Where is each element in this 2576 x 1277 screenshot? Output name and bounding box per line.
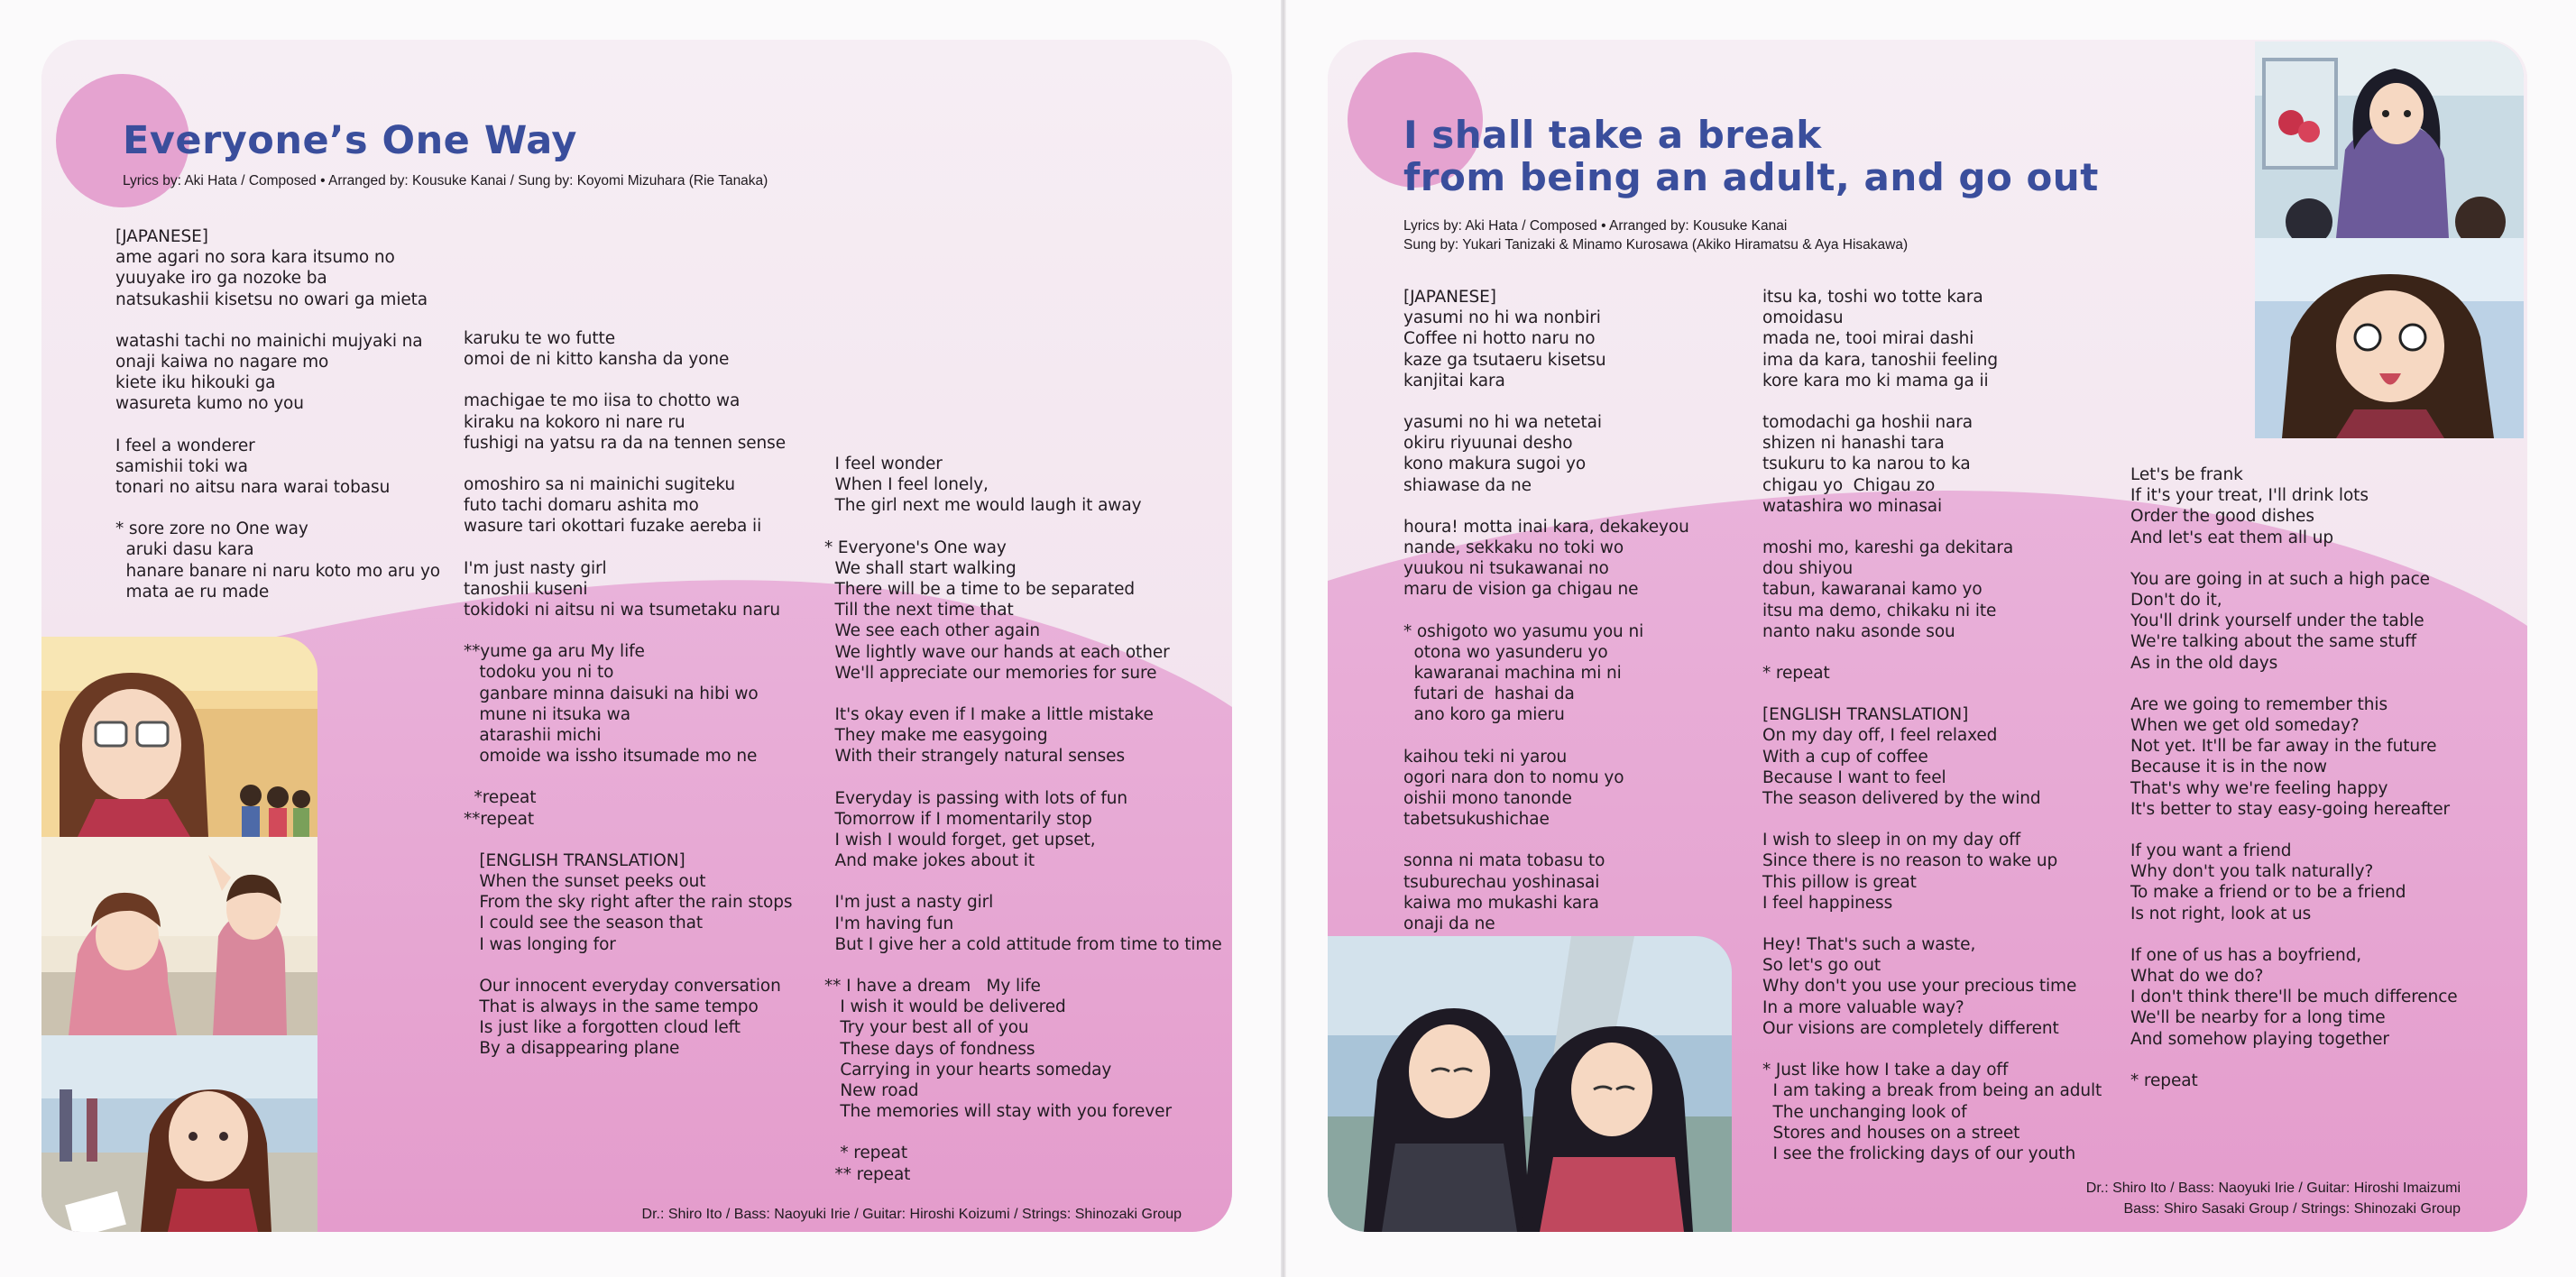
lyric-line: nande, sekkaku no toki wo [1403, 538, 1624, 558]
lyric-line: We're talking about the same stuff [2130, 632, 2417, 652]
lyric-line: That is always in the same tempo [464, 997, 759, 1017]
anime-still-teacher-at-window [2255, 41, 2524, 238]
lyrics-stanza [2130, 569, 2509, 674]
lyric-line: I feel a wonderer [115, 436, 255, 455]
lyric-line: I feel wonder [824, 455, 943, 473]
lyric-line: Everyday is passing with lots of fun [824, 788, 1127, 808]
lyric-line: omoide wa issho itsumade mo ne [464, 747, 758, 767]
lyric-line: Our innocent everyday conversation [464, 976, 781, 996]
lyric-line: omoidasu [1762, 308, 1844, 328]
lyric-line: * repeat [824, 1144, 907, 1163]
lyric-line: tsuburechau yoshinasai [1403, 872, 1600, 892]
lyrics-column-2 [1762, 287, 2141, 1185]
anime-still-shocked-girl [2255, 238, 2524, 438]
lyric-line: Till the next time that [824, 601, 1014, 620]
lyric-line: ogori nara don to nomu yo [1403, 767, 1624, 787]
lyric-line: shiawase da ne [1403, 475, 1532, 495]
lyrics-stanza [115, 436, 476, 499]
lyric-line: yuuyake iro ga nozoke ba [115, 269, 327, 289]
lyric-line: The memories will stay with you forever [824, 1102, 1172, 1122]
lyric-line: nanto naku asonde sou [1762, 621, 1955, 641]
lyric-line: It's better to stay easy-going hereafter [2130, 799, 2450, 819]
lyrics-stanza [2130, 841, 2509, 924]
lyric-line: oishii mono tanonde [1403, 789, 1572, 809]
page-title [1403, 114, 2099, 198]
lyrics-column-3 [824, 454, 1221, 1206]
lyric-line: tonari no aitsu nara warai tobasu [115, 478, 391, 498]
lyric-line: With a cup of coffee [1762, 747, 1928, 767]
lyric-line: Carrying in your hearts someday [824, 1060, 1112, 1079]
lyrics-stanza [824, 454, 1221, 517]
lyric-line: tokidoki ni aitsu ni wa tsumetaku naru [464, 601, 780, 620]
lyric-line: kaihou teki ni yarou [1403, 747, 1568, 767]
lyric-line: We lightly wave our hands at each other [824, 642, 1170, 662]
lyric-line: These days of fondness [824, 1039, 1035, 1059]
lyrics-stanza [824, 788, 1221, 872]
lyric-line: ** I have a dream My life [824, 977, 1041, 997]
lyric-line: Coffee ni hotto naru no [1403, 329, 1596, 349]
lyric-line: If it's your treat, I'll drink lots [2130, 486, 2369, 506]
lyric-line: I wish I would forget, get upset, [824, 831, 1096, 850]
lyrics-stanza [464, 850, 842, 955]
lyric-line: kono makura sugoi yo [1403, 455, 1587, 474]
lyric-line: tsukuru to ka narou to ka [1762, 455, 1971, 474]
lyric-line: * Just like how I take a day off [1762, 1061, 2009, 1080]
lyric-line: onaji kaiwa no nagare mo [115, 353, 329, 372]
lyric-line: ano koro ga mieru [1403, 705, 1565, 725]
lyric-line: Tomorrow if I momentarily stop [824, 809, 1092, 829]
lyric-line: samishii toki wa [115, 456, 248, 476]
lyric-line: There will be a time to be separated [824, 580, 1136, 600]
lyric-line: otona wo yasunderu yo [1403, 642, 1608, 662]
credits-line-1: Lyrics by: Aki Hata / Composed • Arranged by: Kousuke Kanai [1403, 218, 1788, 234]
lyric-line: From the sky right after the rain stops [464, 893, 793, 913]
lyrics-column-2 [464, 328, 842, 1080]
lyric-line: Why don't you talk naturally? [2130, 862, 2374, 882]
lyric-line: I'm just a nasty girl [824, 893, 994, 913]
lyric-line: Because it is in the now [2130, 758, 2327, 777]
lyric-line: I am taking a break from being an adult [1762, 1081, 2102, 1101]
lyric-line: And somehow playing together [2130, 1029, 2389, 1049]
lyrics-column-1 [1403, 287, 1728, 955]
lyric-line: tanoshii kuseni [464, 579, 588, 599]
lyric-line: You are going in at such a high pace [2130, 569, 2430, 589]
lyric-line: okiru riyuunai desho [1403, 434, 1573, 454]
lyric-line: tabetsukushichae [1403, 810, 1550, 830]
lyrics-stanza [2130, 1070, 2509, 1091]
lyrics-stanza [464, 474, 842, 537]
lyrics-stanza [1762, 934, 2141, 1039]
lyric-line: I'm just nasty girl [464, 558, 607, 578]
lyrics-stanza [1762, 537, 2141, 642]
lyric-line: And let's eat them all up [2130, 528, 2333, 547]
lyric-line: So let's go out [1762, 956, 1881, 976]
lyric-line: If you want a friend [2130, 841, 2292, 861]
lyric-line: ** repeat [824, 1164, 911, 1184]
lyric-line: moshi mo, kareshi ga dekitara [1762, 538, 2014, 558]
lyric-line: wasure tari okottari fuzake aereba ii [464, 517, 762, 537]
lyrics-stanza [1762, 1060, 2141, 1164]
lyric-line: Try your best all of you [824, 1018, 1029, 1038]
lyric-line: futo tachi domaru ashita mo [464, 496, 699, 516]
lyric-line: **yume ga aru My life [464, 642, 645, 662]
lyrics-stanza [824, 1143, 1221, 1184]
lyrics-stanza [1403, 517, 1728, 601]
page-title: Everyone’s One Way [123, 118, 577, 163]
lyric-line: * oshigoto wo yasumu you ni [1403, 621, 1644, 641]
lyric-line: natsukashii kisetsu no owari ga mieta [115, 289, 428, 309]
lyric-line: yasumi no hi wa netetai [1403, 413, 1602, 433]
title-line-2: from being an adult, and go out [1403, 155, 2099, 200]
lyric-line: Is not right, look at us [2130, 904, 2312, 923]
anime-still-glasses-girl [41, 637, 317, 837]
anime-still-girls-in-uniform [41, 837, 317, 1035]
lyric-line: todoku you ni to [464, 663, 614, 683]
lyric-line: But I give her a cold attitude from time to time [824, 934, 1222, 954]
lyric-line: I don't think there'll be much difference [2130, 988, 2458, 1007]
lyrics-stanza [1403, 850, 1728, 934]
lyric-line: shizen ni hanashi tara [1762, 434, 1945, 454]
lyric-line: Order the good dishes [2130, 507, 2314, 527]
lyric-line: I wish it would be delivered [824, 997, 1066, 1017]
lyric-line: ame agari no sora kara itsumo no [115, 248, 395, 268]
lyric-line: Because I want to feel [1762, 767, 1946, 787]
lyrics-stanza [1762, 704, 2141, 809]
lyric-line: * Everyone's One way [824, 537, 1007, 557]
lyrics-stanza [464, 558, 842, 621]
lyric-line: Is just like a forgotten cloud left [464, 1018, 741, 1038]
lyric-line: fushigi na yatsu ra da na tennen sense [464, 433, 786, 453]
lyric-line: Our visions are completely different [1762, 1018, 2059, 1038]
anime-still-two-teachers [1328, 936, 1732, 1232]
lyric-line: This pillow is great [1762, 872, 1917, 892]
lyrics-stanza [1403, 747, 1728, 831]
lyric-line: With their strangely natural senses [824, 747, 1125, 767]
lyric-line: tabun, kawaranai kamo yo [1762, 580, 1983, 600]
lyrics-stanza [115, 226, 476, 310]
lyric-line: Are we going to remember this [2130, 694, 2387, 714]
booklet-spine [1281, 0, 1286, 1277]
lyric-line: futari de hashai da [1403, 684, 1575, 704]
lyric-line: * repeat [1762, 664, 1830, 684]
lyrics-stanza [1762, 287, 2141, 391]
lyric-line: Why don't you use your precious time [1762, 977, 2077, 997]
lyrics-stanza [464, 787, 842, 829]
musician-credits: Dr.: Shiro Ito / Bass: Naoyuki Irie / Guitar: Hiroshi Koizumi / Strings: Shinozaki Group [641, 1207, 1182, 1222]
lyric-line: I'm having fun [824, 914, 954, 933]
lyrics-stanza [824, 704, 1221, 767]
lyric-line: And make jokes about it [824, 851, 1035, 871]
lyrics-stanza [115, 331, 476, 415]
lyrics-stanza [824, 976, 1221, 1122]
lyric-line: karuku te wo futte [464, 329, 615, 348]
lyric-line: You'll drink yourself under the table [2130, 611, 2424, 631]
lyric-line: It's okay even if I make a little mistake [824, 705, 1154, 725]
lyrics-stanza [1403, 287, 1728, 391]
lyric-line: ima da kara, tanoshii feeling [1762, 350, 1999, 370]
lyric-line: Let's be frank [2130, 465, 2243, 484]
lyric-line: kanjitai kara [1403, 371, 1505, 390]
lyrics-stanza [1762, 663, 2141, 684]
song-credits [1403, 216, 1908, 254]
lyrics-column-3 [2130, 464, 2509, 1112]
lyrics-stanza [2130, 945, 2509, 1050]
lyric-line: I see the frolicking days of our youth [1762, 1144, 2076, 1163]
lyric-line: I feel happiness [1762, 893, 1893, 913]
lyric-line: I wish to sleep in on my day off [1762, 831, 2021, 850]
lyrics-stanza [115, 519, 476, 602]
footer-line-2: Bass: Shiro Sasaki Group / Strings: Shinozaki Group [2123, 1201, 2461, 1217]
lyric-line: kore kara mo ki mama ga ii [1762, 371, 1989, 390]
lyric-line: watashi tachi no mainichi mujyaki na [115, 331, 423, 351]
lyric-line: [JAPANESE] [115, 227, 208, 246]
lyrics-stanza [1403, 412, 1728, 496]
lyric-line: If one of us has a boyfriend, [2130, 945, 2362, 965]
lyric-line: I was longing for [464, 934, 616, 954]
lyric-line: Don't do it, [2130, 591, 2222, 611]
lyric-line: Not yet. It'll be far away in the future [2130, 737, 2437, 757]
lyric-line: kiete iku hikouki ga [115, 373, 276, 393]
lyrics-stanza [1762, 412, 2141, 517]
lyric-line: onaji da ne [1403, 914, 1495, 934]
lyric-line: In a more valuable way? [1762, 997, 1964, 1017]
lyric-line: mata ae ru made [115, 582, 270, 602]
lyric-line: By a disappearing plane [464, 1039, 680, 1059]
lyrics-stanza [1403, 621, 1728, 726]
lyric-line: I could see the season that [464, 914, 703, 933]
lyric-line: dou shiyou [1762, 559, 1854, 579]
lyric-line: * sore zore no One way [115, 519, 308, 539]
lyric-line: We'll appreciate our memories for sure [824, 663, 1157, 683]
lyric-line: On my day off, I feel relaxed [1762, 726, 1998, 746]
lyric-line: To make a friend or to be a friend [2130, 883, 2406, 903]
lyric-line: The unchanging look of [1762, 1102, 1967, 1122]
lyric-line: kaiwa mo mukashi kara [1403, 893, 1599, 913]
lyric-line: itsu ka, toshi wo totte kara [1762, 288, 1983, 307]
anime-still-girl-with-paper [41, 1035, 317, 1232]
lyrics-stanza [1762, 830, 2141, 914]
lyric-line: New road [824, 1081, 919, 1101]
lyrics-stanza [2130, 464, 2509, 548]
lyric-line: Since there is no reason to wake up [1762, 851, 2058, 871]
lyric-line: [ENGLISH TRANSLATION] [464, 850, 685, 870]
lyric-line: itsu ma demo, chikaku ni ite [1762, 601, 1997, 620]
lyric-line: We'll be nearby for a long time [2130, 1008, 2386, 1028]
lyric-line: houra! motta inai kara, dekakeyou [1403, 517, 1689, 537]
lyric-line: They make me easygoing [824, 726, 1048, 746]
lyric-line: As in the old days [2130, 653, 2278, 673]
lyric-line: The season delivered by the wind [1762, 789, 2041, 809]
lyrics-stanza [464, 976, 842, 1060]
lyric-line: ganbare minna daisuki na hibi wo [464, 684, 759, 703]
lyrics-stanza [464, 390, 842, 454]
lyrics-stanza [824, 892, 1221, 955]
lyric-line: tomodachi ga hoshii nara [1762, 413, 1973, 433]
lyric-line: atarashii michi [464, 726, 602, 746]
lyric-line: yasumi no hi wa nonbiri [1403, 308, 1601, 328]
lyrics-column-1 [115, 226, 476, 623]
lyric-line: Hey! That's such a waste, [1762, 935, 1976, 955]
lyrics-stanza [2130, 694, 2509, 820]
lyric-line: sonna ni mata tobasu to [1403, 851, 1605, 871]
lyric-line: wasureta kumo no you [115, 394, 304, 414]
lyric-line: We shall start walking [824, 558, 1017, 578]
title-line-1: I shall take a break [1403, 113, 1822, 157]
footer-line-1: Dr.: Shiro Ito / Bass: Naoyuki Irie / Guitar: Hiroshi Imaizumi [2085, 1181, 2461, 1196]
lyric-line: What do we do? [2130, 967, 2264, 987]
lyric-line: yuukou ni tsukawanai no [1403, 559, 1609, 579]
lyrics-stanza [464, 328, 842, 370]
lyric-line: We see each other again [824, 621, 1040, 641]
lyric-line: kaze ga tsutaeru kisetsu [1403, 350, 1606, 370]
lyric-line: omoshiro sa ni mainichi sugiteku [464, 475, 735, 495]
lyric-line: kawaranai machina mi ni [1403, 664, 1622, 684]
lyric-line: Stores and houses on a street [1762, 1123, 2020, 1143]
song-credits: Lyrics by: Aki Hata / Composed • Arranged by: Kousuke Kanai / Sung by: Koyomi Mizuhara (Rie Tanaka) [123, 173, 768, 188]
lyric-line: When we get old someday? [2130, 716, 2360, 736]
lyric-line: [ENGLISH TRANSLATION] [1762, 705, 1969, 725]
lyric-line: chigau yo Chigau zo [1762, 475, 1936, 495]
lyric-line: [JAPANESE] [1403, 288, 1496, 307]
lyric-line: watashira wo minasai [1762, 496, 1943, 516]
lyric-line: mada ne, tooi mirai dashi [1762, 329, 1974, 349]
lyric-line: When the sunset peeks out [464, 872, 706, 892]
credits-line-2: Sung by: Yukari Tanizaki & Minamo Kurosawa (Akiko Hiramatsu & Aya Hisakawa) [1403, 237, 1909, 253]
lyric-line: **repeat [464, 809, 534, 829]
lyric-line: That's why we're feeling happy [2130, 778, 2388, 798]
musician-credits [1804, 1178, 2461, 1219]
lyric-line: kiraku na kokoro ni nare ru [464, 412, 685, 432]
lyrics-stanza [824, 537, 1221, 684]
lyric-line: When I feel lonely, [824, 475, 989, 495]
lyric-line: * repeat [2130, 1070, 2198, 1090]
lyric-line: maru de vision ga chigau ne [1403, 580, 1639, 600]
lyric-line: machigae te mo iisa to chotto wa [464, 391, 741, 411]
lyric-line: mune ni itsuka wa [464, 704, 630, 724]
lyric-line: omoi de ni kitto kansha da yone [464, 350, 730, 370]
lyric-line: aruki dasu kara [115, 540, 254, 560]
lyrics-stanza [464, 641, 842, 767]
lyric-line: hanare banare ni naru koto mo aru yo [115, 561, 441, 581]
lyric-line: The girl next me would laugh it away [824, 496, 1142, 516]
lyric-line: *repeat [464, 788, 537, 808]
